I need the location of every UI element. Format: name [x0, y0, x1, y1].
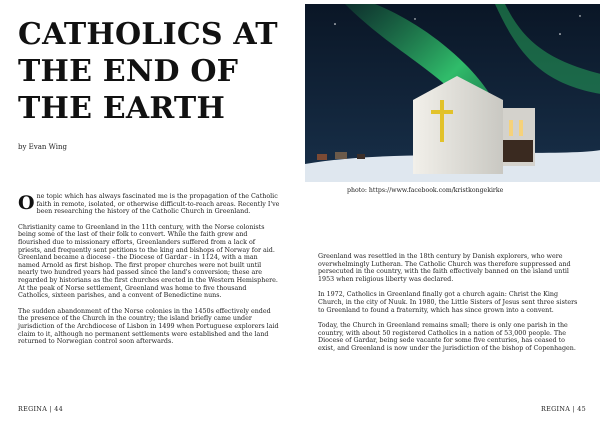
body-paragraph: Today, the Church in Greenland remains small; there is only one parish in the country, with about 50 registered Catholics in a nation of 53,000 people. The Diocese of Gardar, being sede vacante for some five centuries, has ceased to exist, and Greenland is now under the jurisdiction of the bishop of Copenhagen.	[318, 322, 576, 352]
cross-icon	[440, 100, 444, 142]
left-column	[18, 193, 280, 354]
photo-caption: photo: https://www.facebook.com/kristkongekirke	[347, 187, 504, 194]
article-headline: CATHOLICS AT THE END OF THE EARTH	[18, 17, 278, 126]
church-aurora-illustration	[305, 4, 600, 182]
body-paragraph: Christianity came to Greenland in the 11th century, with the Norse colonists being some of the last of their folk to convert. While the faith grew and flourished due to missionary efforts, Greenlanders suffered from a lack of priests, and frequently sent petitions to the king and bishops of Norway for aid. Greenland became a diocese - the Diocese of Gardar - in 1124, with a man named Arnold as first bishop. The first proper churches were not built until nearly two hundred years had passed since the land's conversion; these are regarded by historians as the first churches erected in the Western Hemisphere. At the peak of Norse settlement, Greenland was home to five thousand Catholics, sixteen parishes, and a convent of Benedictine nuns.	[18, 223, 278, 300]
page-footer-right: REGINA | 45	[541, 405, 586, 413]
body-paragraph: In 1972, Catholics in Greenland finally got a church again: Christ the King Church, in the city of Nuuk. In 1980, the Little Sisters of Jesus sent three sisters to Greenland to found a fraternity, which has since grown into a convent.	[318, 291, 578, 314]
drop-cap: O	[18, 192, 35, 214]
body-paragraph: Greenland was resettled in the 18th century by Danish explorers, who were overwhelmingly Lutheran. The Catholic Church was therefore suppressed and persecuted in the country, with the faith effectively banned on the island until 1953 when religious liberty was declared.	[318, 253, 571, 283]
article-byline: by Evan Wing	[18, 143, 67, 151]
church-photo	[303, 2, 600, 184]
right-column	[318, 253, 584, 361]
page-footer-left: REGINA | 44	[18, 405, 63, 413]
lead-paragraph	[18, 193, 280, 216]
body-paragraph: The sudden abandonment of the Norse colonies in the 1450s effectively ended the presence of the Church in the country; the island briefly came under jurisdiction of the Archdiocese of Lisbon in 1499 when Portuguese explorers laid claim to it, although no permanent settlements were established and the land returned to Norwegian control soon afterwards.	[18, 307, 279, 346]
lead-text: ne topic which has always fascinated me is the propagation of the Catholic faith in remote, isolated, or otherwise difficult-to-reach areas. Recently I've been researching the history of the Catholic Church in Greenland.	[36, 193, 280, 216]
